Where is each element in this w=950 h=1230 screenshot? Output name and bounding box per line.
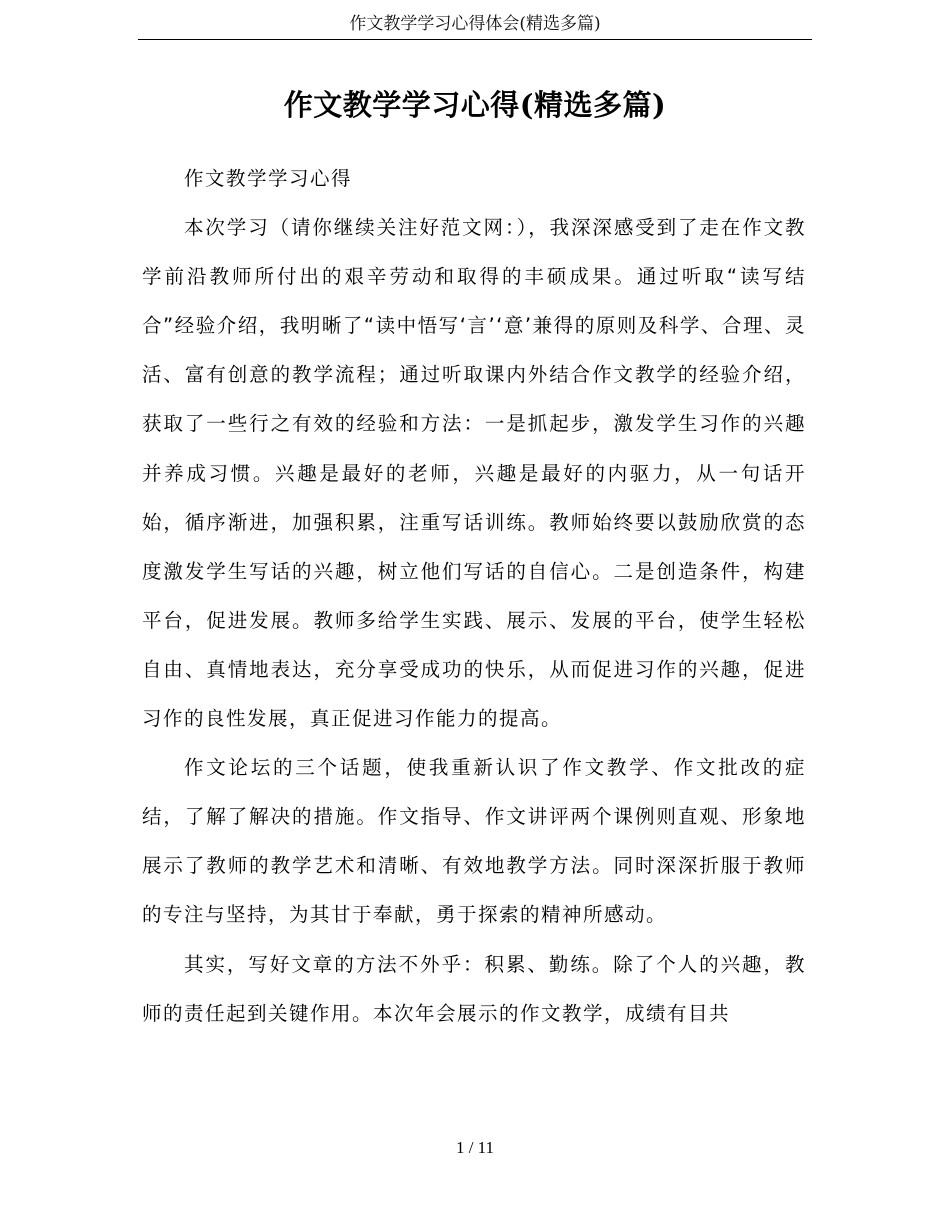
paragraph: 其实，写好文章的方法不外乎：积累、勤练。除了个人的兴趣，教师的责任起到关键作用。本次年会展示的作文教学，成绩有目共 xyxy=(142,952,806,1025)
paragraph: 作文论坛的三个话题，使我重新认识了作文教学、作文批改的症结，了解了解决的措施。作文指导、作文讲评两个课例则直观、形象地展示了教师的教学艺术和清晰、有效地教学方法。同时深深折服于教师的专注与坚持，为其甘于奉献，勇于探索的精神所感动。 xyxy=(142,756,806,927)
paragraph: 本次学习（请你继续关注好范文网：），我深深感受到了走在作文教学前沿教师所付出的艰辛劳动和取得的丰硕成果。通过听取“读写结合”经验介绍，我明晰了“读中悟写‘言’‘意’兼得的原则及科学、合理、灵活、富有创意的教学流程；通过听取课内外结合作文教学的经验介绍，获取了一些行之有效的经验和方法：一是抓起步，激发学生习作的兴趣并养成习惯。兴趣是最好的老师，兴趣是最好的内驱力，从一句话开始，循序渐进，加强积累，注重写话训练。教师始终要以鼓励欣赏的态度激发学生写话的兴趣，树立他们写话的自信心。二是创造条件，构建平台，促进发展。教师多给学生实践、展示、发展的平台，使学生轻松自由、真情地表达，充分享受成功的快乐，从而促进习作的兴趣，促进习作的良性发展，真正促进习作能力的提高。 xyxy=(142,216,806,731)
document-title: 作文教学学习心得(精选多篇) xyxy=(283,88,667,122)
document-body xyxy=(142,154,806,1038)
header-divider xyxy=(138,39,812,40)
page-number: 1 / 11 xyxy=(455,1138,495,1157)
running-header: 作文教学学习心得体会(精选多篇) xyxy=(349,14,601,34)
paragraph-subheading: 作文教学学习心得 xyxy=(184,167,353,190)
